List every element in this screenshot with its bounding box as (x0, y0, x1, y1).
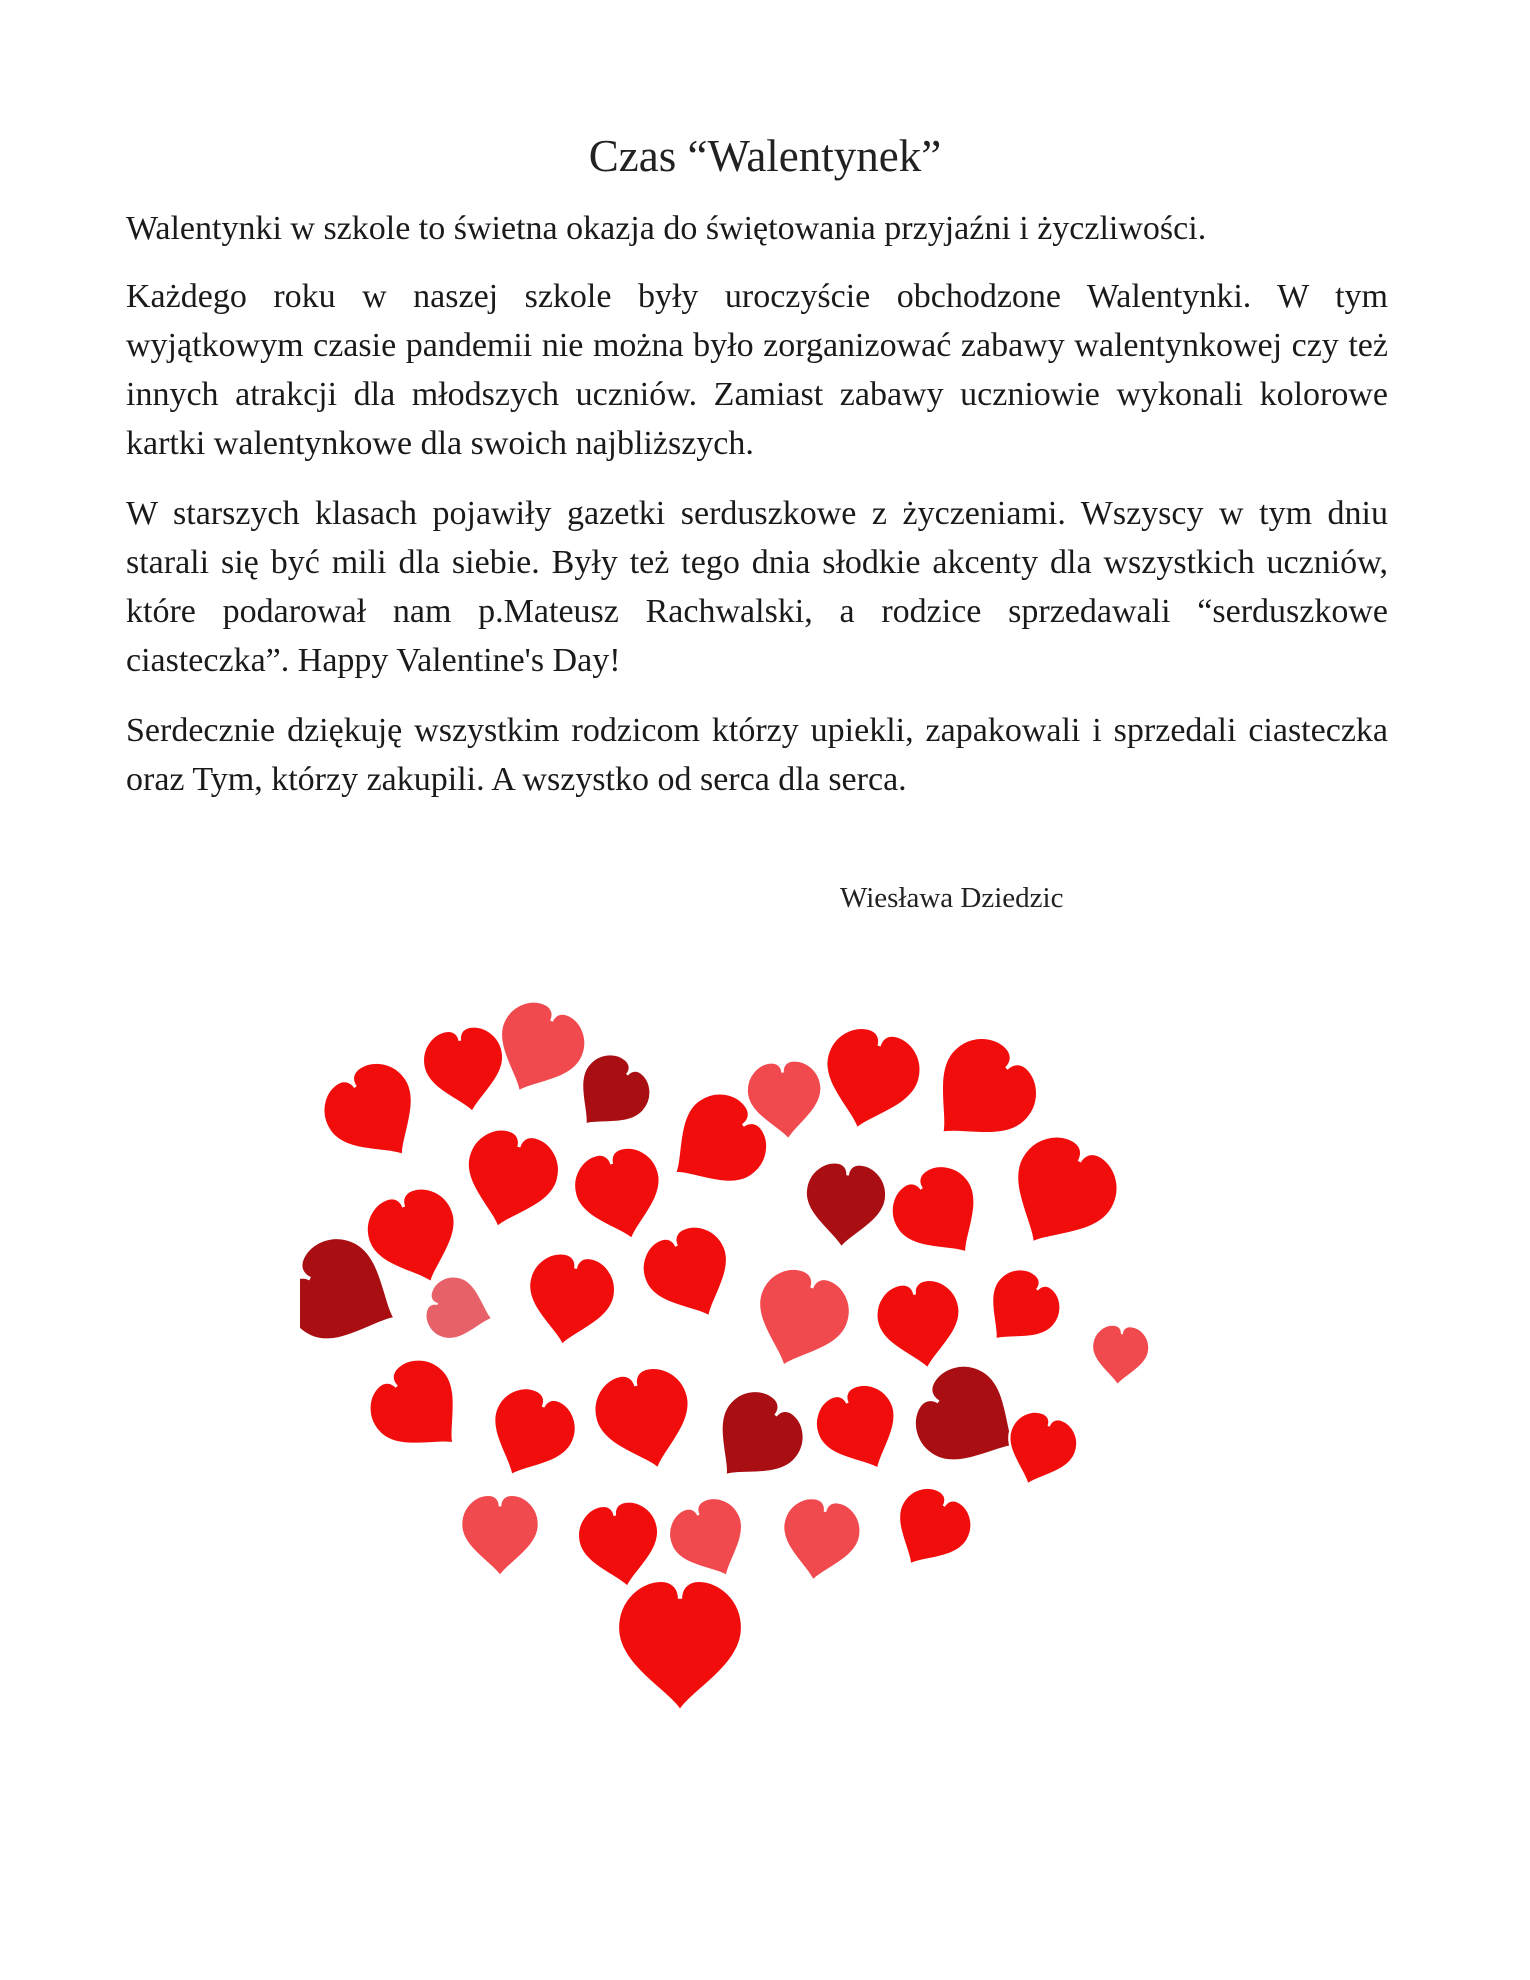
small-heart-icon (473, 1378, 586, 1493)
small-heart-icon (617, 1580, 743, 1712)
small-heart-icon (878, 1478, 982, 1584)
small-heart-icon (418, 1022, 513, 1120)
small-heart-icon (987, 1122, 1133, 1270)
small-heart-icon (355, 1345, 485, 1475)
small-heart-icon (879, 1153, 1003, 1278)
heart-of-hearts-icon (300, 980, 1180, 1800)
small-heart-icon (461, 1495, 539, 1577)
paragraph-tradition: Każdego roku w naszej szkole były uroczyście obchodzone Walentynki. W tym wyjątkowym czasie pandemii nie można było zorganizować zabawy walentynkowej czy też innych atrakcji dla młodszych uczniów. Zamiast zabawy uczniowie wykonali kolorowe kartki walentynkowe dla swoich najbliższych. (126, 278, 1388, 462)
small-heart-icon (586, 1360, 705, 1482)
small-heart-icon (692, 1378, 817, 1504)
small-heart-icon (660, 1489, 761, 1592)
small-heart-icon (968, 1258, 1072, 1362)
paragraph-classes: W starszych klasach pojawiły gazetki serduszkowe z życzeniami. Wszyscy w tym dniu starali się być mili dla siebie. Były też tego dnia słodkie akcenty dla wszystkich uczniów, które podarował nam p.Mateusz Rachwalski, a rodzice sprzedawali “serduszkowe ciasteczka”. Happy Valentine's Day! (126, 495, 1388, 679)
small-heart-icon (632, 1216, 749, 1336)
small-heart-icon (519, 1248, 621, 1353)
paragraph-intro: Walentynki w szkole to świetna okazja do świętowania przyjaźni i życzliwości. (126, 210, 1207, 247)
small-heart-icon (1089, 1323, 1151, 1388)
small-heart-icon (810, 1020, 929, 1142)
small-heart-icon (871, 1275, 969, 1376)
heart-cluster (300, 991, 1151, 1712)
paragraph-thanks: Serdecznie dziękuję wszystkim rodzicom którzy upiekli, zapakowali i sprzedali ciasteczka oraz Tym, którzy zakupili. A wszystko od serca dla serca. (126, 712, 1388, 798)
small-heart-icon (774, 1494, 865, 1588)
page-title: Czas “Walentynek” (588, 131, 942, 181)
small-heart-icon (801, 1160, 889, 1252)
small-heart-icon (806, 1375, 915, 1486)
article-body (126, 204, 1388, 825)
author-signature: Wiesława Dziedzic (840, 882, 1064, 914)
small-heart-icon (309, 1049, 441, 1182)
small-heart-icon (739, 1259, 860, 1383)
small-heart-icon (452, 1122, 567, 1240)
small-heart-icon (566, 1140, 674, 1251)
